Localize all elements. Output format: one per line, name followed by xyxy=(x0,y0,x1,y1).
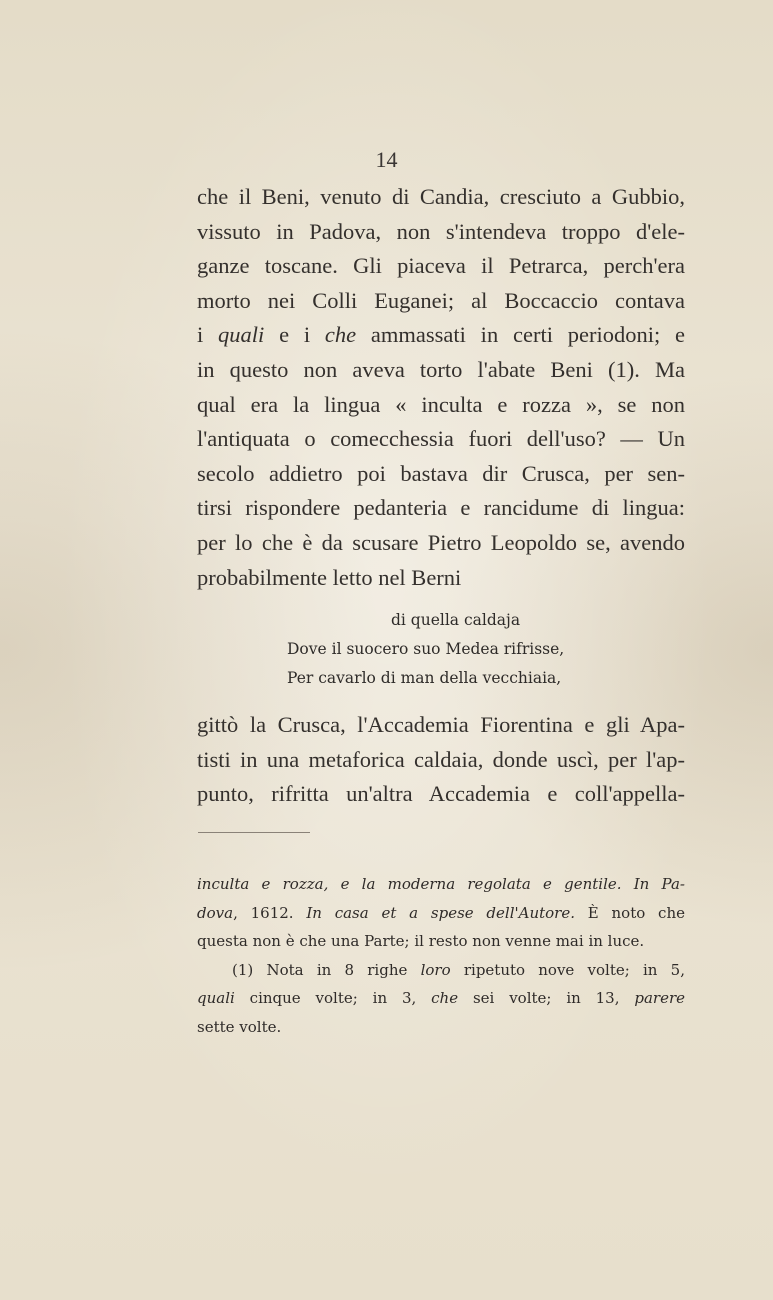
footnotes xyxy=(197,870,685,1041)
italic-term: che xyxy=(431,989,459,1007)
text-line: gittò la Crusca, l'Accademia Fiorentina e gli Apa- xyxy=(197,712,685,737)
italic-term: inculta e rozza, e la moderna regolata e gentile. In Pa- xyxy=(197,875,685,893)
text-line: in questo non aveva torto l'abate Beni (1). Ma xyxy=(197,356,685,382)
footnote-line: quali cinque volte; in 3, che sei volte; in 13, parere xyxy=(197,989,685,1007)
text-line: che il Beni, venuto di Candia, cresciuto a Gubbio, xyxy=(197,184,685,209)
text-line: probabilmente letto nel Berni xyxy=(197,564,462,590)
italic-term: loro xyxy=(420,960,451,979)
text-line: ganze toscane. Gli piaceva il Petrarca, perch'era xyxy=(197,253,685,279)
page-number: 14 xyxy=(375,147,398,172)
text-line: secolo addietro poi bastava dir Crusca, per sen- xyxy=(197,460,685,486)
footnote-line: (1) Nota in 8 righe loro ripetuto nove volte; in 5, xyxy=(232,960,685,979)
footnote-line xyxy=(197,870,685,899)
footnote-line: dova, 1612. In casa et a spese dell'Autore. È noto che xyxy=(197,903,685,922)
text-line: tisti in una metaforica caldaia, donde uscì, per l'ap- xyxy=(197,746,685,772)
verse-line: Per cavarlo di man della vecchiaia, xyxy=(287,669,562,687)
continuation-paragraph xyxy=(197,708,685,812)
italic-term: dova xyxy=(197,903,234,922)
text-line: per lo che è da scusare Pietro Leopoldo se, avendo xyxy=(197,529,685,555)
italic-term: quali xyxy=(197,989,235,1007)
footnote-separator xyxy=(198,832,310,833)
quoted-verse xyxy=(287,606,627,693)
footnote-line: questa non è che una Parte; il resto non venne mai in luce. xyxy=(197,932,645,950)
text-line: i quali e i che ammassati in certi periodoni; e xyxy=(197,322,685,348)
italic-term: In casa et a spese dell'Autore. xyxy=(306,903,575,922)
footnote-line: sette volte. xyxy=(197,1017,282,1036)
verse-line: Dove il suocero suo Medea rifrisse, xyxy=(287,640,565,658)
text-line: tirsi rispondere pedanteria e rancidume di lingua: xyxy=(197,495,685,521)
italic-term: che xyxy=(324,322,357,348)
verse-line: di quella caldaja xyxy=(391,611,521,629)
text-line: qual era la lingua « inculta e rozza », se non xyxy=(197,391,685,417)
text-line: vissuto in Padova, non s'intendeva troppo d'ele- xyxy=(197,218,685,244)
main-paragraph xyxy=(197,180,685,595)
italic-term: quali xyxy=(218,322,265,348)
italic-term: parere xyxy=(634,989,685,1007)
text-line: punto, rifritta un'altra Accademia e coll'appella- xyxy=(197,781,685,807)
text-line: morto nei Colli Euganei; al Boccaccio contava xyxy=(197,287,685,313)
text-line: l'antiquata o comecchessia fuori dell'uso? — Un xyxy=(197,426,685,452)
